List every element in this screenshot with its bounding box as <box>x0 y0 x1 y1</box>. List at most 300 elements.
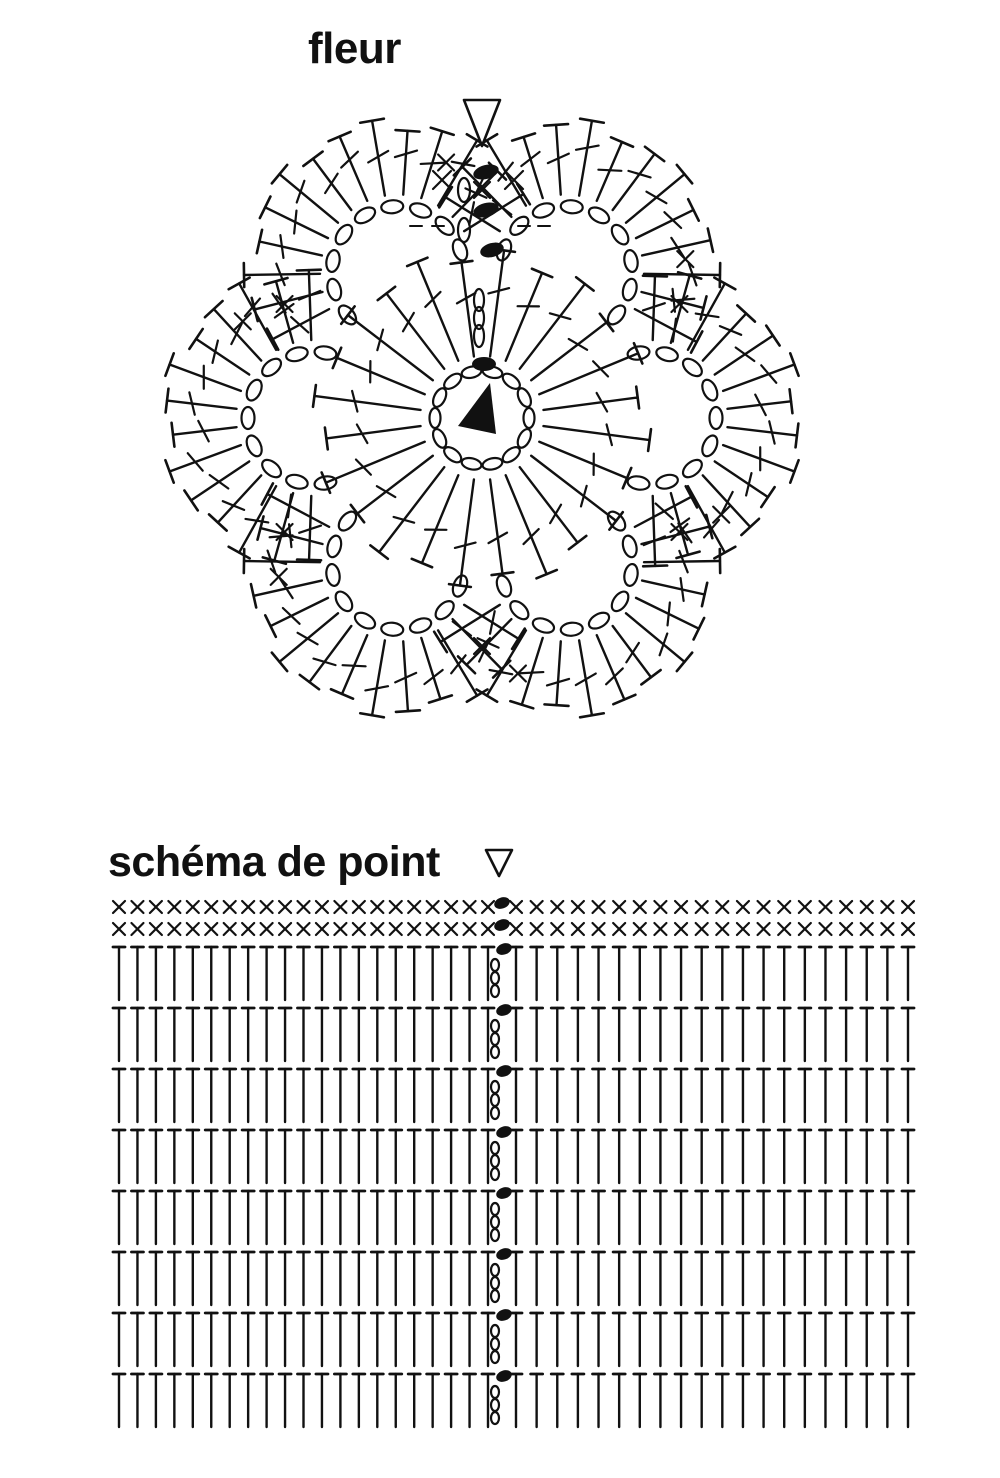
treble-stitch-icon <box>819 1008 831 1061</box>
treble-stitch-icon <box>654 1252 666 1305</box>
chain-stitch-icon <box>491 1081 499 1093</box>
single-crochet-icon <box>408 923 420 935</box>
slip-stitch-icon <box>495 941 514 957</box>
single-crochet-icon <box>696 923 708 935</box>
treble-stitch-icon <box>298 1069 310 1122</box>
treble-stitch-icon <box>902 1008 914 1061</box>
treble-stitch-icon <box>593 1069 605 1122</box>
treble-stitch-icon <box>716 1313 728 1366</box>
treble-stitch-icon <box>881 1069 893 1122</box>
treble-stitch-icon <box>551 1191 563 1244</box>
single-crochet-icon <box>334 901 346 913</box>
treble-stitch-icon <box>881 1008 893 1061</box>
single-crochet-icon <box>408 901 420 913</box>
treble-stitch-icon <box>675 1191 687 1244</box>
treble-stitch-icon <box>799 1191 811 1244</box>
treble-stitch-icon <box>572 1374 584 1427</box>
single-crochet-icon <box>819 901 831 913</box>
single-crochet-icon <box>242 901 254 913</box>
treble-stitch-icon <box>371 1191 383 1244</box>
treble-stitch-icon <box>408 1008 420 1061</box>
treble-stitch-icon <box>131 1313 143 1366</box>
slip-stitch-icon <box>495 1002 514 1018</box>
treble-stitch-icon <box>758 1252 770 1305</box>
treble-stitch-icon <box>799 1069 811 1122</box>
chain-stitch-icon <box>491 959 499 971</box>
single-crochet-icon <box>298 923 310 935</box>
single-crochet-icon <box>445 923 457 935</box>
treble-stitch-icon <box>531 1374 543 1427</box>
single-crochet-icon <box>261 901 273 913</box>
treble-stitch-icon <box>758 1130 770 1183</box>
slip-stitch-icon <box>495 1124 514 1140</box>
treble-stitch-icon <box>675 1069 687 1122</box>
treble-stitch-icon <box>572 1008 584 1061</box>
chain-stitch-icon <box>491 1020 499 1032</box>
single-crochet-icon <box>316 901 328 913</box>
treble-stitch-icon <box>131 1008 143 1061</box>
treble-stitch-icon <box>861 1130 873 1183</box>
treble-stitch-icon <box>279 1252 291 1305</box>
treble-stitch-icon <box>445 1374 457 1427</box>
single-crochet-icon <box>675 901 687 913</box>
treble-stitch-icon <box>613 1191 625 1244</box>
treble-stitch-icon <box>316 1374 328 1427</box>
treble-stitch-icon <box>113 1313 125 1366</box>
treble-stitch-icon <box>902 1374 914 1427</box>
treble-stitch-icon <box>464 1374 476 1427</box>
treble-stitch-icon <box>737 1313 749 1366</box>
sc-row <box>113 917 914 935</box>
treble-stitch-icon <box>737 1069 749 1122</box>
treble-stitch-icon <box>224 1008 236 1061</box>
treble-stitch-icon <box>261 1252 273 1305</box>
treble-stitch-icon <box>510 1008 522 1061</box>
chain-stitch-icon <box>491 1386 499 1398</box>
treble-stitch-icon <box>716 1374 728 1427</box>
treble-stitch-icon <box>187 1252 199 1305</box>
treble-stitch-icon <box>464 1313 476 1366</box>
treble-stitch-icon <box>445 1191 457 1244</box>
treble-stitch-icon <box>242 1130 254 1183</box>
treble-stitch-icon <box>279 947 291 1000</box>
treble-stitch-icon <box>861 1008 873 1061</box>
treble-stitch-icon <box>758 1191 770 1244</box>
chain-stitch-icon <box>491 1412 499 1424</box>
chain-stitch-icon <box>491 972 499 984</box>
treble-stitch-icon <box>551 1130 563 1183</box>
treble-stitch-icon <box>531 1008 543 1061</box>
chain-stitch-icon <box>491 1264 499 1276</box>
treble-stitch-icon <box>551 947 563 1000</box>
treble-stitch-icon <box>427 1374 439 1427</box>
treble-stitch-icon <box>408 947 420 1000</box>
treble-stitch-icon <box>261 1130 273 1183</box>
treble-stitch-icon <box>408 1130 420 1183</box>
single-crochet-icon <box>881 923 893 935</box>
single-crochet-icon <box>716 901 728 913</box>
treble-stitch-icon <box>371 1313 383 1366</box>
treble-stitch-icon <box>390 947 402 1000</box>
chain-stitch-icon <box>491 1107 499 1119</box>
treble-stitch-icon <box>113 947 125 1000</box>
treble-stitch-icon <box>131 947 143 1000</box>
treble-stitch-icon <box>758 1008 770 1061</box>
treble-stitch-icon <box>205 1008 217 1061</box>
single-crochet-icon <box>205 901 217 913</box>
single-crochet-icon <box>427 923 439 935</box>
treble-stitch-icon <box>261 1069 273 1122</box>
treble-stitch-icon <box>150 1008 162 1061</box>
treble-stitch-icon <box>113 1374 125 1427</box>
single-crochet-icon <box>531 901 543 913</box>
single-crochet-icon <box>654 923 666 935</box>
treble-stitch-icon <box>778 1191 790 1244</box>
treble-stitch-icon <box>572 1252 584 1305</box>
treble-stitch-icon <box>131 1374 143 1427</box>
single-crochet-icon <box>551 901 563 913</box>
treble-stitch-icon <box>593 1008 605 1061</box>
single-crochet-icon <box>799 923 811 935</box>
slip-stitch-icon <box>493 895 512 911</box>
treble-stitch-icon <box>408 1374 420 1427</box>
treble-stitch-icon <box>778 1130 790 1183</box>
treble-stitch-icon <box>390 1313 402 1366</box>
treble-stitch-icon <box>242 1069 254 1122</box>
slip-stitch-icon <box>495 1368 514 1384</box>
treble-stitch-icon <box>613 1252 625 1305</box>
chain-stitch-icon <box>491 1203 499 1215</box>
treble-stitch-icon <box>861 1374 873 1427</box>
treble-stitch-icon <box>205 1313 217 1366</box>
single-crochet-icon <box>593 901 605 913</box>
treble-stitch-icon <box>353 1191 365 1244</box>
treble-stitch-icon <box>334 1130 346 1183</box>
slip-stitch-icon <box>495 1307 514 1323</box>
treble-stitch-icon <box>696 1130 708 1183</box>
single-crochet-icon <box>675 923 687 935</box>
treble-stitch-icon <box>902 1069 914 1122</box>
treble-stitch-icon <box>205 1374 217 1427</box>
treble-stitch-icon <box>334 1008 346 1061</box>
treble-stitch-icon <box>737 1252 749 1305</box>
treble-stitch-icon <box>150 947 162 1000</box>
treble-stitch-icon <box>261 1008 273 1061</box>
treble-stitch-icon <box>113 1008 125 1061</box>
treble-stitch-icon <box>799 1374 811 1427</box>
treble-stitch-icon <box>371 1069 383 1122</box>
chain-stitch-icon <box>491 1168 499 1180</box>
single-crochet-icon <box>390 923 402 935</box>
treble-stitch-icon <box>758 1374 770 1427</box>
treble-stitch-icon <box>168 1191 180 1244</box>
flower-title: fleur <box>308 24 401 73</box>
treble-stitch-icon <box>593 947 605 1000</box>
single-crochet-icon <box>593 923 605 935</box>
treble-stitch-icon <box>427 1008 439 1061</box>
treble-stitch-icon <box>613 1374 625 1427</box>
treble-stitch-icon <box>634 1374 646 1427</box>
treble-stitch-icon <box>799 1130 811 1183</box>
single-crochet-icon <box>187 923 199 935</box>
treble-stitch-icon <box>758 1313 770 1366</box>
treble-stitch-icon <box>261 947 273 1000</box>
treble-stitch-icon <box>113 1252 125 1305</box>
treble-stitch-icon <box>778 947 790 1000</box>
treble-stitch-icon <box>150 1252 162 1305</box>
single-crochet-icon <box>531 923 543 935</box>
treble-stitch-icon <box>758 1069 770 1122</box>
treble-stitch-icon <box>168 1374 180 1427</box>
treble-stitch-icon <box>390 1008 402 1061</box>
treble-stitch-icon <box>334 1374 346 1427</box>
treble-stitch-icon <box>334 1252 346 1305</box>
treble-stitch-icon <box>696 1252 708 1305</box>
treble-stitch-icon <box>131 1130 143 1183</box>
treble-stitch-icon <box>613 1313 625 1366</box>
treble-stitch-icon <box>551 1313 563 1366</box>
treble-stitch-icon <box>242 1252 254 1305</box>
single-crochet-icon <box>819 923 831 935</box>
chain-stitch-icon <box>491 1277 499 1289</box>
single-crochet-icon <box>168 901 180 913</box>
treble-stitch-icon <box>716 1130 728 1183</box>
treble-stitch-icon <box>613 1069 625 1122</box>
treble-stitch-icon <box>510 1069 522 1122</box>
treble-stitch-icon <box>881 1374 893 1427</box>
chain-stitch-icon <box>491 1046 499 1058</box>
single-crochet-icon <box>778 923 790 935</box>
treble-stitch-icon <box>778 1008 790 1061</box>
treble-stitch-icon <box>861 1252 873 1305</box>
treble-stitch-icon <box>113 1069 125 1122</box>
treble-stitch-icon <box>168 1130 180 1183</box>
treble-stitch-icon <box>634 1130 646 1183</box>
treble-stitch-icon <box>353 1008 365 1061</box>
treble-stitch-icon <box>654 1191 666 1244</box>
treble-stitch-icon <box>150 1069 162 1122</box>
treble-stitch-icon <box>224 1374 236 1427</box>
single-crochet-icon <box>445 901 457 913</box>
single-crochet-icon <box>840 923 852 935</box>
treble-stitch-icon <box>261 1313 273 1366</box>
single-crochet-icon <box>113 923 125 935</box>
slip-stitch-icon <box>495 1246 514 1262</box>
end-triangle-icon <box>486 850 512 876</box>
treble-stitch-icon <box>353 1252 365 1305</box>
treble-stitch-icon <box>131 1069 143 1122</box>
treble-stitch-icon <box>390 1252 402 1305</box>
treble-stitch-icon <box>902 1252 914 1305</box>
treble-stitch-icon <box>531 1191 543 1244</box>
treble-stitch-icon <box>205 947 217 1000</box>
single-crochet-icon <box>613 901 625 913</box>
slip-stitch-icon <box>495 1185 514 1201</box>
treble-stitch-icon <box>654 947 666 1000</box>
treble-stitch-icon <box>334 1069 346 1122</box>
treble-stitch-icon <box>242 1374 254 1427</box>
treble-stitch-icon <box>675 1252 687 1305</box>
treble-stitch-icon <box>408 1252 420 1305</box>
chain-stitch-icon <box>491 1216 499 1228</box>
single-crochet-icon <box>205 923 217 935</box>
treble-stitch-icon <box>634 1252 646 1305</box>
treble-stitch-icon <box>737 1008 749 1061</box>
treble-stitch-icon <box>353 1069 365 1122</box>
treble-stitch-icon <box>675 1313 687 1366</box>
treble-stitch-icon <box>696 1008 708 1061</box>
treble-stitch-icon <box>298 947 310 1000</box>
treble-stitch-icon <box>224 1130 236 1183</box>
treble-stitch-icon <box>654 1008 666 1061</box>
treble-stitch-icon <box>551 1069 563 1122</box>
single-crochet-icon <box>279 901 291 913</box>
treble-stitch-icon <box>316 1252 328 1305</box>
treble-stitch-icon <box>881 1191 893 1244</box>
chain-stitch-icon <box>491 1290 499 1302</box>
treble-stitch-icon <box>242 947 254 1000</box>
treble-stitch-icon <box>510 1130 522 1183</box>
treble-stitch-icon <box>205 1252 217 1305</box>
treble-stitch-icon <box>819 1069 831 1122</box>
treble-stitch-icon <box>572 1313 584 1366</box>
treble-stitch-icon <box>840 1069 852 1122</box>
treble-stitch-icon <box>205 1069 217 1122</box>
treble-stitch-icon <box>464 1069 476 1122</box>
treble-stitch-icon <box>716 1069 728 1122</box>
treble-stitch-icon <box>634 947 646 1000</box>
treble-stitch-icon <box>464 1130 476 1183</box>
treble-stitch-icon <box>861 1313 873 1366</box>
treble-stitch-icon <box>224 947 236 1000</box>
treble-stitch-icon <box>390 1130 402 1183</box>
treble-stitch-icon <box>242 1191 254 1244</box>
treble-stitch-icon <box>799 1313 811 1366</box>
treble-stitch-icon <box>840 1008 852 1061</box>
treble-stitch-icon <box>427 947 439 1000</box>
single-crochet-icon <box>427 901 439 913</box>
treble-stitch-icon <box>778 1252 790 1305</box>
treble-stitch-icon <box>593 1130 605 1183</box>
treble-stitch-icon <box>334 1313 346 1366</box>
treble-stitch-icon <box>654 1374 666 1427</box>
single-crochet-icon <box>572 923 584 935</box>
treble-stitch-icon <box>187 1191 199 1244</box>
treble-stitch-icon <box>675 1374 687 1427</box>
treble-stitch-icon <box>427 1252 439 1305</box>
treble-stitch-icon <box>298 1313 310 1366</box>
chain-stitch-icon <box>491 1155 499 1167</box>
treble-stitch-icon <box>819 1130 831 1183</box>
treble-stitch-icon <box>390 1069 402 1122</box>
single-crochet-icon <box>654 901 666 913</box>
treble-stitch-icon <box>881 1313 893 1366</box>
treble-stitch-icon <box>279 1191 291 1244</box>
treble-stitch-icon <box>613 1008 625 1061</box>
chain-stitch-icon <box>491 1229 499 1241</box>
treble-stitch-icon <box>799 1252 811 1305</box>
treble-stitch-icon <box>593 1313 605 1366</box>
treble-row <box>113 1063 914 1122</box>
treble-stitch-icon <box>131 1191 143 1244</box>
single-crochet-icon <box>696 901 708 913</box>
treble-stitch-icon <box>819 1252 831 1305</box>
treble-stitch-icon <box>224 1191 236 1244</box>
single-crochet-icon <box>353 901 365 913</box>
stitch-pattern-title: schéma de point <box>108 838 440 886</box>
single-crochet-icon <box>634 901 646 913</box>
single-crochet-icon <box>840 901 852 913</box>
treble-stitch-icon <box>445 1069 457 1122</box>
single-crochet-icon <box>758 901 770 913</box>
treble-stitch-icon <box>572 1191 584 1244</box>
treble-stitch-icon <box>427 1313 439 1366</box>
treble-stitch-icon <box>279 1069 291 1122</box>
treble-stitch-icon <box>510 1191 522 1244</box>
single-crochet-icon <box>150 923 162 935</box>
treble-stitch-icon <box>881 1252 893 1305</box>
treble-stitch-icon <box>840 1374 852 1427</box>
treble-stitch-icon <box>634 1069 646 1122</box>
single-crochet-icon <box>737 923 749 935</box>
treble-stitch-icon <box>187 1130 199 1183</box>
chain-stitch-icon <box>491 1094 499 1106</box>
treble-stitch-icon <box>819 1191 831 1244</box>
treble-stitch-icon <box>113 1130 125 1183</box>
treble-stitch-icon <box>224 1069 236 1122</box>
treble-stitch-icon <box>279 1130 291 1183</box>
single-crochet-icon <box>799 901 811 913</box>
treble-stitch-icon <box>371 947 383 1000</box>
single-crochet-icon <box>902 923 914 935</box>
treble-stitch-icon <box>572 1130 584 1183</box>
treble-stitch-icon <box>510 1252 522 1305</box>
treble-stitch-icon <box>696 1069 708 1122</box>
treble-stitch-icon <box>445 1008 457 1061</box>
treble-stitch-icon <box>298 1130 310 1183</box>
treble-stitch-icon <box>902 947 914 1000</box>
single-crochet-icon <box>390 901 402 913</box>
single-crochet-icon <box>113 901 125 913</box>
treble-stitch-icon <box>902 1191 914 1244</box>
treble-stitch-icon <box>654 1313 666 1366</box>
treble-stitch-icon <box>279 1374 291 1427</box>
treble-stitch-icon <box>187 1008 199 1061</box>
treble-stitch-icon <box>113 1191 125 1244</box>
treble-stitch-icon <box>531 1130 543 1183</box>
treble-stitch-icon <box>408 1069 420 1122</box>
treble-stitch-icon <box>316 1008 328 1061</box>
treble-stitch-icon <box>298 1374 310 1427</box>
treble-stitch-icon <box>371 1130 383 1183</box>
treble-stitch-icon <box>840 1252 852 1305</box>
treble-stitch-icon <box>445 1130 457 1183</box>
treble-stitch-icon <box>531 1252 543 1305</box>
treble-stitch-icon <box>881 1130 893 1183</box>
treble-stitch-icon <box>371 1252 383 1305</box>
treble-stitch-icon <box>840 1191 852 1244</box>
treble-stitch-icon <box>224 1313 236 1366</box>
treble-stitch-icon <box>205 1130 217 1183</box>
treble-stitch-icon <box>187 1313 199 1366</box>
treble-stitch-icon <box>445 947 457 1000</box>
treble-stitch-icon <box>427 1191 439 1244</box>
chain-stitch-icon <box>491 1338 499 1350</box>
treble-stitch-icon <box>634 1008 646 1061</box>
treble-stitch-icon <box>778 1374 790 1427</box>
treble-stitch-icon <box>675 1130 687 1183</box>
treble-stitch-icon <box>778 1313 790 1366</box>
